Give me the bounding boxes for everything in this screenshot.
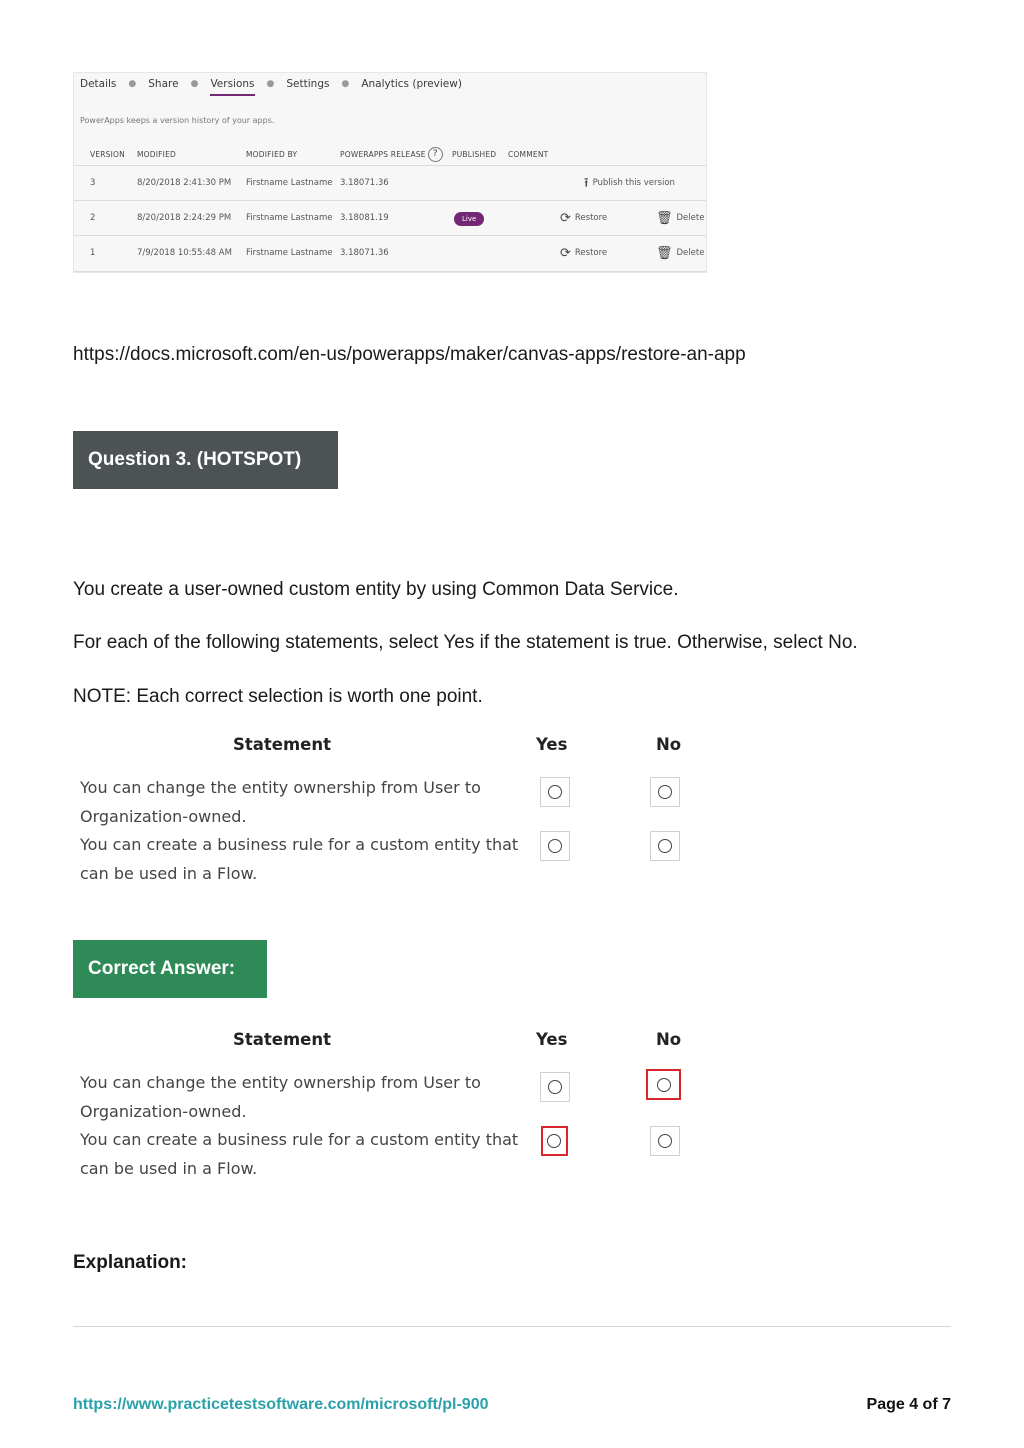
- tab-separator: ●: [128, 79, 137, 89]
- row-modified: 7/9/2018 10:55:48 AM: [137, 248, 232, 258]
- radio-circle-icon: [658, 1134, 672, 1148]
- row-version: 2: [90, 213, 96, 223]
- live-badge: Live: [454, 212, 484, 226]
- tab-separator: ●: [341, 79, 350, 89]
- radio-circle-icon: [657, 1078, 671, 1092]
- statement-table: [73, 735, 693, 885]
- delete-label: Delete: [676, 248, 705, 258]
- tab-analytics[interactable]: Analytics (preview): [361, 78, 462, 90]
- versions-tabs: [80, 78, 462, 90]
- row-release: 3.18081.19: [340, 213, 389, 223]
- question-paragraph: NOTE: Each correct selection is worth one point.: [73, 686, 483, 707]
- radio-circle-icon: [658, 785, 672, 799]
- tab-separator: ●: [266, 79, 275, 89]
- row-modified-by: Firstname Lastname: [246, 178, 333, 188]
- col-modified-by: MODIFIED BY: [246, 149, 298, 159]
- col-release-label: POWERAPPS RELEASE: [340, 149, 426, 159]
- explanation-label: Explanation:: [73, 1252, 188, 1273]
- trash-icon: 🗑: [656, 246, 673, 261]
- table-row[interactable]: [74, 235, 706, 272]
- col-version: VERSION: [90, 149, 125, 159]
- header-yes: Yes: [536, 735, 568, 754]
- col-comment: COMMENT: [508, 149, 549, 159]
- restore-button[interactable]: [560, 236, 607, 271]
- restore-button[interactable]: [560, 201, 607, 236]
- tab-versions[interactable]: Versions: [210, 78, 255, 90]
- row-modified: 8/20/2018 2:24:29 PM: [137, 213, 232, 223]
- radio-circle-icon: [548, 785, 562, 799]
- yes-radio-option[interactable]: [540, 831, 570, 861]
- no-radio-option[interactable]: [650, 777, 680, 807]
- statement-text: You can change the entity ownership from User to Organization-owned.: [80, 778, 481, 826]
- tab-separator: ●: [190, 79, 199, 89]
- row-version: 1: [90, 248, 96, 258]
- header-no: No: [656, 735, 682, 754]
- publish-version-button[interactable]: [584, 166, 675, 201]
- row-release: 3.18071.36: [340, 178, 389, 188]
- radio-circle-icon: [548, 839, 562, 853]
- row-modified-by: Firstname Lastname: [246, 248, 333, 258]
- restore-icon: ⟳: [560, 246, 571, 261]
- trash-icon: 🗑: [656, 211, 673, 226]
- col-modified: MODIFIED: [137, 149, 177, 159]
- upload-icon: ⭱: [584, 176, 589, 191]
- row-modified: 8/20/2018 2:41:30 PM: [137, 178, 232, 188]
- answer-table: [73, 1030, 693, 1180]
- question-paragraph: You create a user-owned custom entity by using Common Data Service.: [73, 579, 679, 600]
- tab-share[interactable]: Share: [148, 78, 179, 90]
- publish-version-label: Publish this version: [592, 178, 675, 188]
- yes-radio-option[interactable]: [540, 777, 570, 807]
- header-no: No: [656, 1030, 682, 1049]
- tab-settings[interactable]: Settings: [286, 78, 330, 90]
- radio-circle-icon: [658, 839, 672, 853]
- statement-text: You can create a business rule for a custom entity that can be used in a Flow.: [80, 1130, 519, 1178]
- restore-icon: ⟳: [560, 211, 571, 226]
- row-release: 3.18071.36: [340, 248, 389, 258]
- row-modified-by: Firstname Lastname: [246, 213, 333, 223]
- no-radio-option[interactable]: [650, 831, 680, 861]
- table-row[interactable]: [74, 200, 706, 236]
- no-radio-option-selected[interactable]: [646, 1069, 681, 1100]
- tab-details[interactable]: Details: [80, 78, 117, 90]
- versions-note: PowerApps keeps a version history of your apps.: [80, 116, 275, 125]
- no-radio-option[interactable]: [650, 1126, 680, 1156]
- yes-radio-option[interactable]: [540, 1072, 570, 1102]
- radio-circle-icon: [548, 1080, 562, 1094]
- row-version: 3: [90, 178, 96, 188]
- radio-circle-icon: [547, 1134, 561, 1148]
- versions-screenshot: [73, 72, 707, 273]
- restore-label: Restore: [574, 213, 608, 223]
- divider: [73, 1326, 951, 1327]
- header-statement: Statement: [233, 1030, 332, 1049]
- statement-text: You can change the entity ownership from User to Organization-owned.: [80, 1073, 481, 1121]
- question-title: Question 3. (HOTSPOT): [73, 431, 338, 489]
- delete-button[interactable]: [656, 236, 704, 271]
- help-icon[interactable]: ?: [428, 147, 443, 162]
- header-statement: Statement: [233, 735, 332, 754]
- delete-label: Delete: [676, 213, 705, 223]
- page-number: Page 4 of 7: [866, 1396, 951, 1413]
- delete-button[interactable]: [656, 201, 704, 236]
- table-row[interactable]: [74, 165, 706, 201]
- restore-label: Restore: [574, 248, 608, 258]
- col-release: [340, 147, 443, 161]
- question-paragraph: For each of the following statements, select Yes if the statement is true. Otherwise, select No.: [73, 632, 858, 653]
- header-yes: Yes: [536, 1030, 568, 1049]
- footer-link[interactable]: https://www.practicetestsoftware.com/microsoft/pl-900: [73, 1396, 489, 1413]
- col-published: PUBLISHED: [452, 149, 497, 159]
- correct-answer-title: Correct Answer:: [73, 940, 267, 998]
- yes-radio-option-selected[interactable]: [541, 1126, 568, 1156]
- statement-text: You can create a business rule for a custom entity that can be used in a Flow.: [80, 835, 519, 883]
- reference-link[interactable]: https://docs.microsoft.com/en-us/powerapps/maker/canvas-apps/restore-an-app: [73, 344, 746, 365]
